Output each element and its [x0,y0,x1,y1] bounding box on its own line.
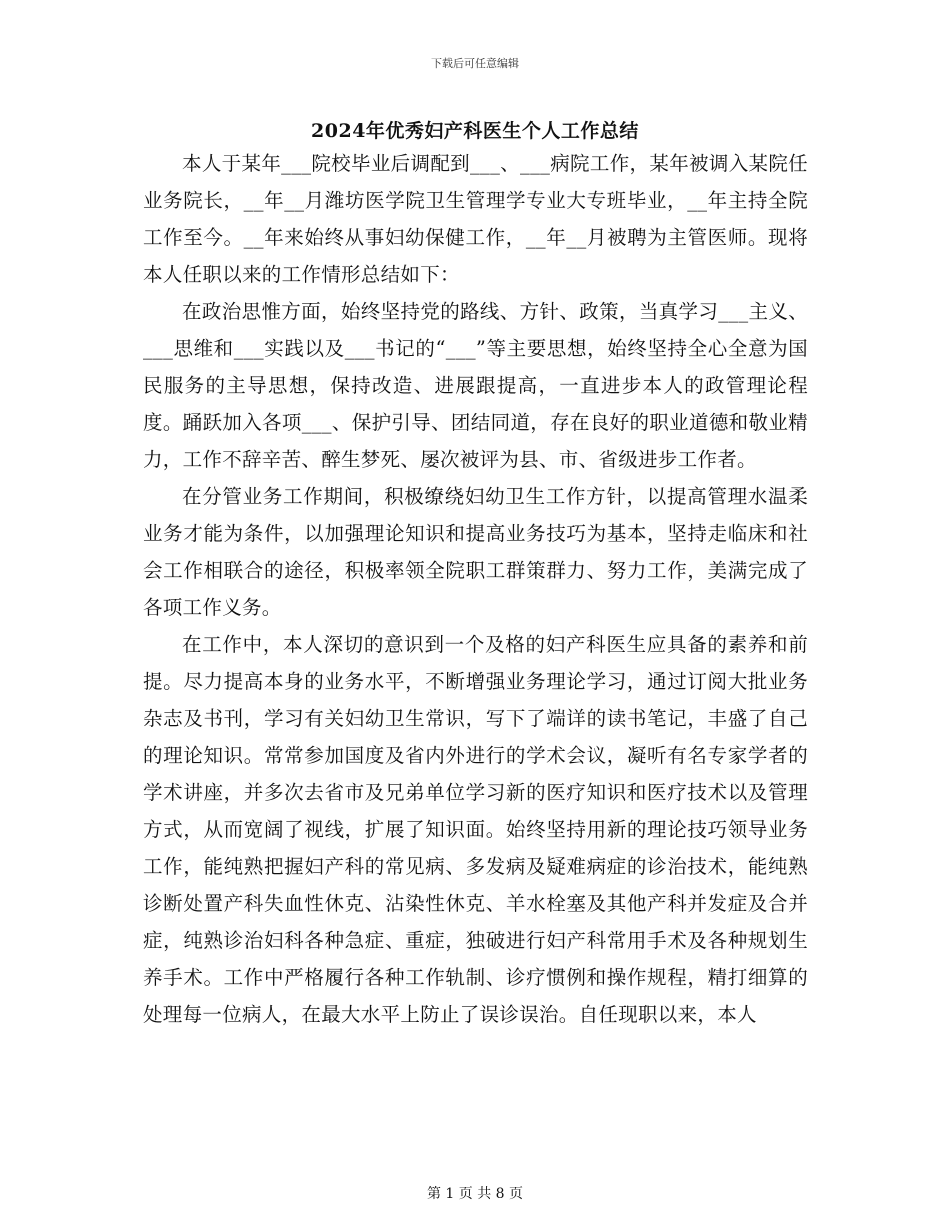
page-number: 第 1 页 共 8 页 [426,1186,524,1202]
paragraph: 在政治思惟方面，始终坚持党的路线、方针、政策，当真学习___主义、___思维和___实践以及___书记的“___”等主要思想，始终坚持全心全意为国民服务的主导思想，保持改造、进展跟提高，一直进步本人的政管理论程度。踊跃加入各项___、保护引导、团结同道，存在良好的职业道德和敬业精力，工作不辞辛苦、醉生梦死、屡次被评为县、市、省级进步工作者。 [143,300,808,471]
paragraph: 在工作中，本人深切的意识到一个及格的妇产科医生应具备的素养和前提。尽力提高本身的业务水平，不断增强业务理论学习，通过订阅大批业务杂志及书刊，学习有关妇幼卫生常识，写下了端详的读书笔记，丰盛了自己的理论知识。常常参加国度及省内外进行的学术会议，凝听有名专家学者的学术讲座，并多次去省市及兄弟单位学习新的医疗知识和医疗技术以及管理方式，从而宽阔了视线，扩展了知识面。始终坚持用新的理论技巧领导业务工作，能纯熟把握妇产科的常见病、多发病及疑难病症的诊治技术，能纯熟诊断处置产科失血性休克、沾染性休克、羊水栓塞及其他产科并发症及合并症，纯熟诊治妇科各种急症、重症，独破进行妇产科常用手术及各种规划生养手术。工作中严格履行各种工作轨制、诊疗惯例和操作规程，精打细算的处理每一位病人，在最大水平上防止了误诊误治。自任现职以来，本人 [143,633,808,1026]
document-title: 2024年优秀妇产科医生个人工作总结 [311,120,639,142]
document-body [143,145,808,1033]
header-note: 下载后可任意编辑 [431,57,519,70]
paragraph: 本人于某年___院校毕业后调配到___、___病院工作，某年被调入某院任业务院长，__年__月潍坊医学院卫生管理学专业大专班毕业，__年主持全院工作至今。__年来始终从事妇幼保健工作，__年__月被聘为主管医师。现将本人任职以来的工作情形总结如下： [143,152,808,286]
paragraph: 在分管业务工作期间，积极缭绕妇幼卫生工作方针，以提高管理水温柔业务才能为条件，以加强理论知识和提高业务技巧为基本，坚持走临床和社会工作相联合的途径，积极率领全院职工群策群力、努力工作，美满完成了各项工作义务。 [143,485,808,619]
